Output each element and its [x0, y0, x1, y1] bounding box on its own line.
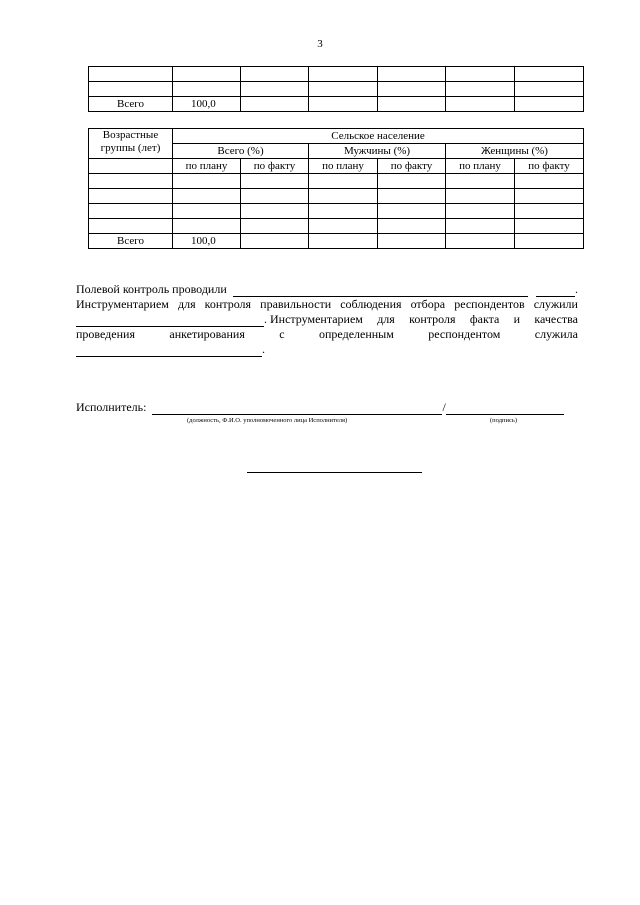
- table-cell: [515, 97, 584, 112]
- word: факта: [469, 312, 500, 326]
- slash: /: [442, 400, 446, 414]
- table-cell: [446, 219, 515, 234]
- table-cell: [446, 204, 515, 219]
- word: для: [377, 312, 395, 326]
- field-control-label: Полевой контроль проводили: [76, 282, 227, 296]
- word: и: [513, 312, 521, 326]
- sub-header-fact: по факту: [241, 159, 309, 174]
- table-cell: [89, 82, 173, 97]
- signature-line: [76, 400, 576, 415]
- age-groups-header: Возрастные группы (лет): [89, 129, 173, 159]
- table-cell: [89, 159, 173, 174]
- blank-executor-position: [152, 402, 442, 415]
- total-label: Всего: [89, 97, 173, 112]
- word: отбора: [410, 297, 446, 311]
- table-cell: [446, 97, 515, 112]
- table-cell: [515, 234, 584, 249]
- blank-field-control-2: [536, 284, 575, 297]
- word: контроля: [409, 312, 456, 326]
- table-header-row: [89, 129, 584, 144]
- page-number: 3: [317, 38, 323, 50]
- table-cell: [173, 67, 241, 82]
- word: определенным: [319, 327, 394, 341]
- sub-header-plan: по плану: [446, 159, 515, 174]
- table-cell: [446, 234, 515, 249]
- table-cell: [309, 82, 378, 97]
- total-label: Всего: [89, 234, 173, 249]
- table-cell: [446, 67, 515, 82]
- blank-executor-signature: [446, 402, 564, 415]
- table-cell: [378, 97, 446, 112]
- table-cell: [241, 82, 309, 97]
- table-cell: [173, 189, 241, 204]
- table-cell: [378, 189, 446, 204]
- table-cell: [241, 67, 309, 82]
- sub-header-fact: по факту: [515, 159, 584, 174]
- caption-signature: (подпись): [490, 417, 517, 424]
- table-cell: [515, 189, 584, 204]
- table-rural-population: [88, 128, 584, 249]
- executor-signature: [76, 400, 576, 415]
- table-cell: [515, 219, 584, 234]
- table-cell: [446, 82, 515, 97]
- table-cell: [241, 234, 309, 249]
- table-cell: [309, 97, 378, 112]
- word: служили: [533, 297, 578, 311]
- table-cell: [378, 204, 446, 219]
- paragraph-line: [76, 342, 578, 357]
- table-cell: [378, 82, 446, 97]
- paragraph-line: [76, 282, 578, 297]
- total-value: 100,0: [173, 234, 241, 249]
- total-value: 100,0: [173, 97, 241, 112]
- field-control-paragraph: [76, 282, 578, 357]
- table-cell: [173, 204, 241, 219]
- table-continuation: [88, 66, 584, 112]
- table-cell: [241, 174, 309, 189]
- table-cell: [309, 174, 378, 189]
- table-row-total: [89, 97, 584, 112]
- caption-position: (должность, Ф.И.О. уполномоченного лица Исполнителя): [187, 417, 348, 424]
- period: .: [575, 282, 578, 296]
- group-header-women: Женщины (%): [446, 144, 584, 159]
- paragraph-line: [76, 312, 578, 327]
- executor-label: Исполнитель:: [76, 400, 147, 414]
- word: проведения: [76, 327, 135, 341]
- table-cell: [89, 204, 173, 219]
- table-row: [89, 219, 584, 234]
- blank-instrument-1: [76, 314, 264, 327]
- blank-instrument-2: [76, 344, 262, 357]
- period: .: [262, 342, 265, 356]
- table-cell: [89, 67, 173, 82]
- sub-header-fact: по факту: [378, 159, 446, 174]
- table-row: [89, 189, 584, 204]
- table-cell: [378, 174, 446, 189]
- table-cell: [173, 219, 241, 234]
- paragraph-line: [76, 297, 578, 312]
- table-cell: [515, 204, 584, 219]
- table-cell: [241, 219, 309, 234]
- table-cell: [378, 67, 446, 82]
- table-cell: [89, 219, 173, 234]
- group-header-men: Мужчины (%): [309, 144, 446, 159]
- table-cell: [241, 189, 309, 204]
- rural-population-header: Сельское население: [173, 129, 584, 144]
- table-subheader-row: [89, 159, 584, 174]
- word: анкетирования: [169, 327, 245, 341]
- blank-field-control-1: [233, 284, 528, 297]
- table-row: [89, 67, 584, 82]
- table-cell: [515, 174, 584, 189]
- table-cell: [378, 234, 446, 249]
- word: Инструментарием: [76, 297, 169, 311]
- table-cell: [309, 204, 378, 219]
- word: респондентов: [454, 297, 525, 311]
- word: контроля: [204, 297, 252, 311]
- word: с: [279, 327, 285, 341]
- table-row: [89, 82, 584, 97]
- table-row: [89, 174, 584, 189]
- table-cell: [89, 189, 173, 204]
- table-cell: [309, 189, 378, 204]
- blank-with-text: [76, 312, 363, 327]
- table-cell: [309, 67, 378, 82]
- word: служила: [534, 327, 578, 341]
- table-cell: [173, 82, 241, 97]
- bottom-divider: [247, 472, 422, 473]
- word: правильности: [260, 297, 332, 311]
- table-cell: [241, 204, 309, 219]
- word: . Инструментарием: [264, 312, 363, 326]
- table-cell: [378, 219, 446, 234]
- table-cell: [515, 82, 584, 97]
- word: соблюдения: [340, 297, 402, 311]
- word: респондентом: [428, 327, 501, 341]
- sub-header-plan: по плану: [173, 159, 241, 174]
- sub-header-plan: по плану: [309, 159, 378, 174]
- table-row-total: [89, 234, 584, 249]
- table-cell: [446, 174, 515, 189]
- word: качества: [534, 312, 578, 326]
- word: для: [177, 297, 196, 311]
- table-cell: [446, 189, 515, 204]
- table-cell: [309, 219, 378, 234]
- table-row: [89, 204, 584, 219]
- group-header-total: Всего (%): [173, 144, 309, 159]
- table-cell: [89, 174, 173, 189]
- table-cell: [515, 67, 584, 82]
- table-cell: [173, 174, 241, 189]
- table-cell: [309, 234, 378, 249]
- table-cell: [241, 97, 309, 112]
- paragraph-line: [76, 327, 578, 342]
